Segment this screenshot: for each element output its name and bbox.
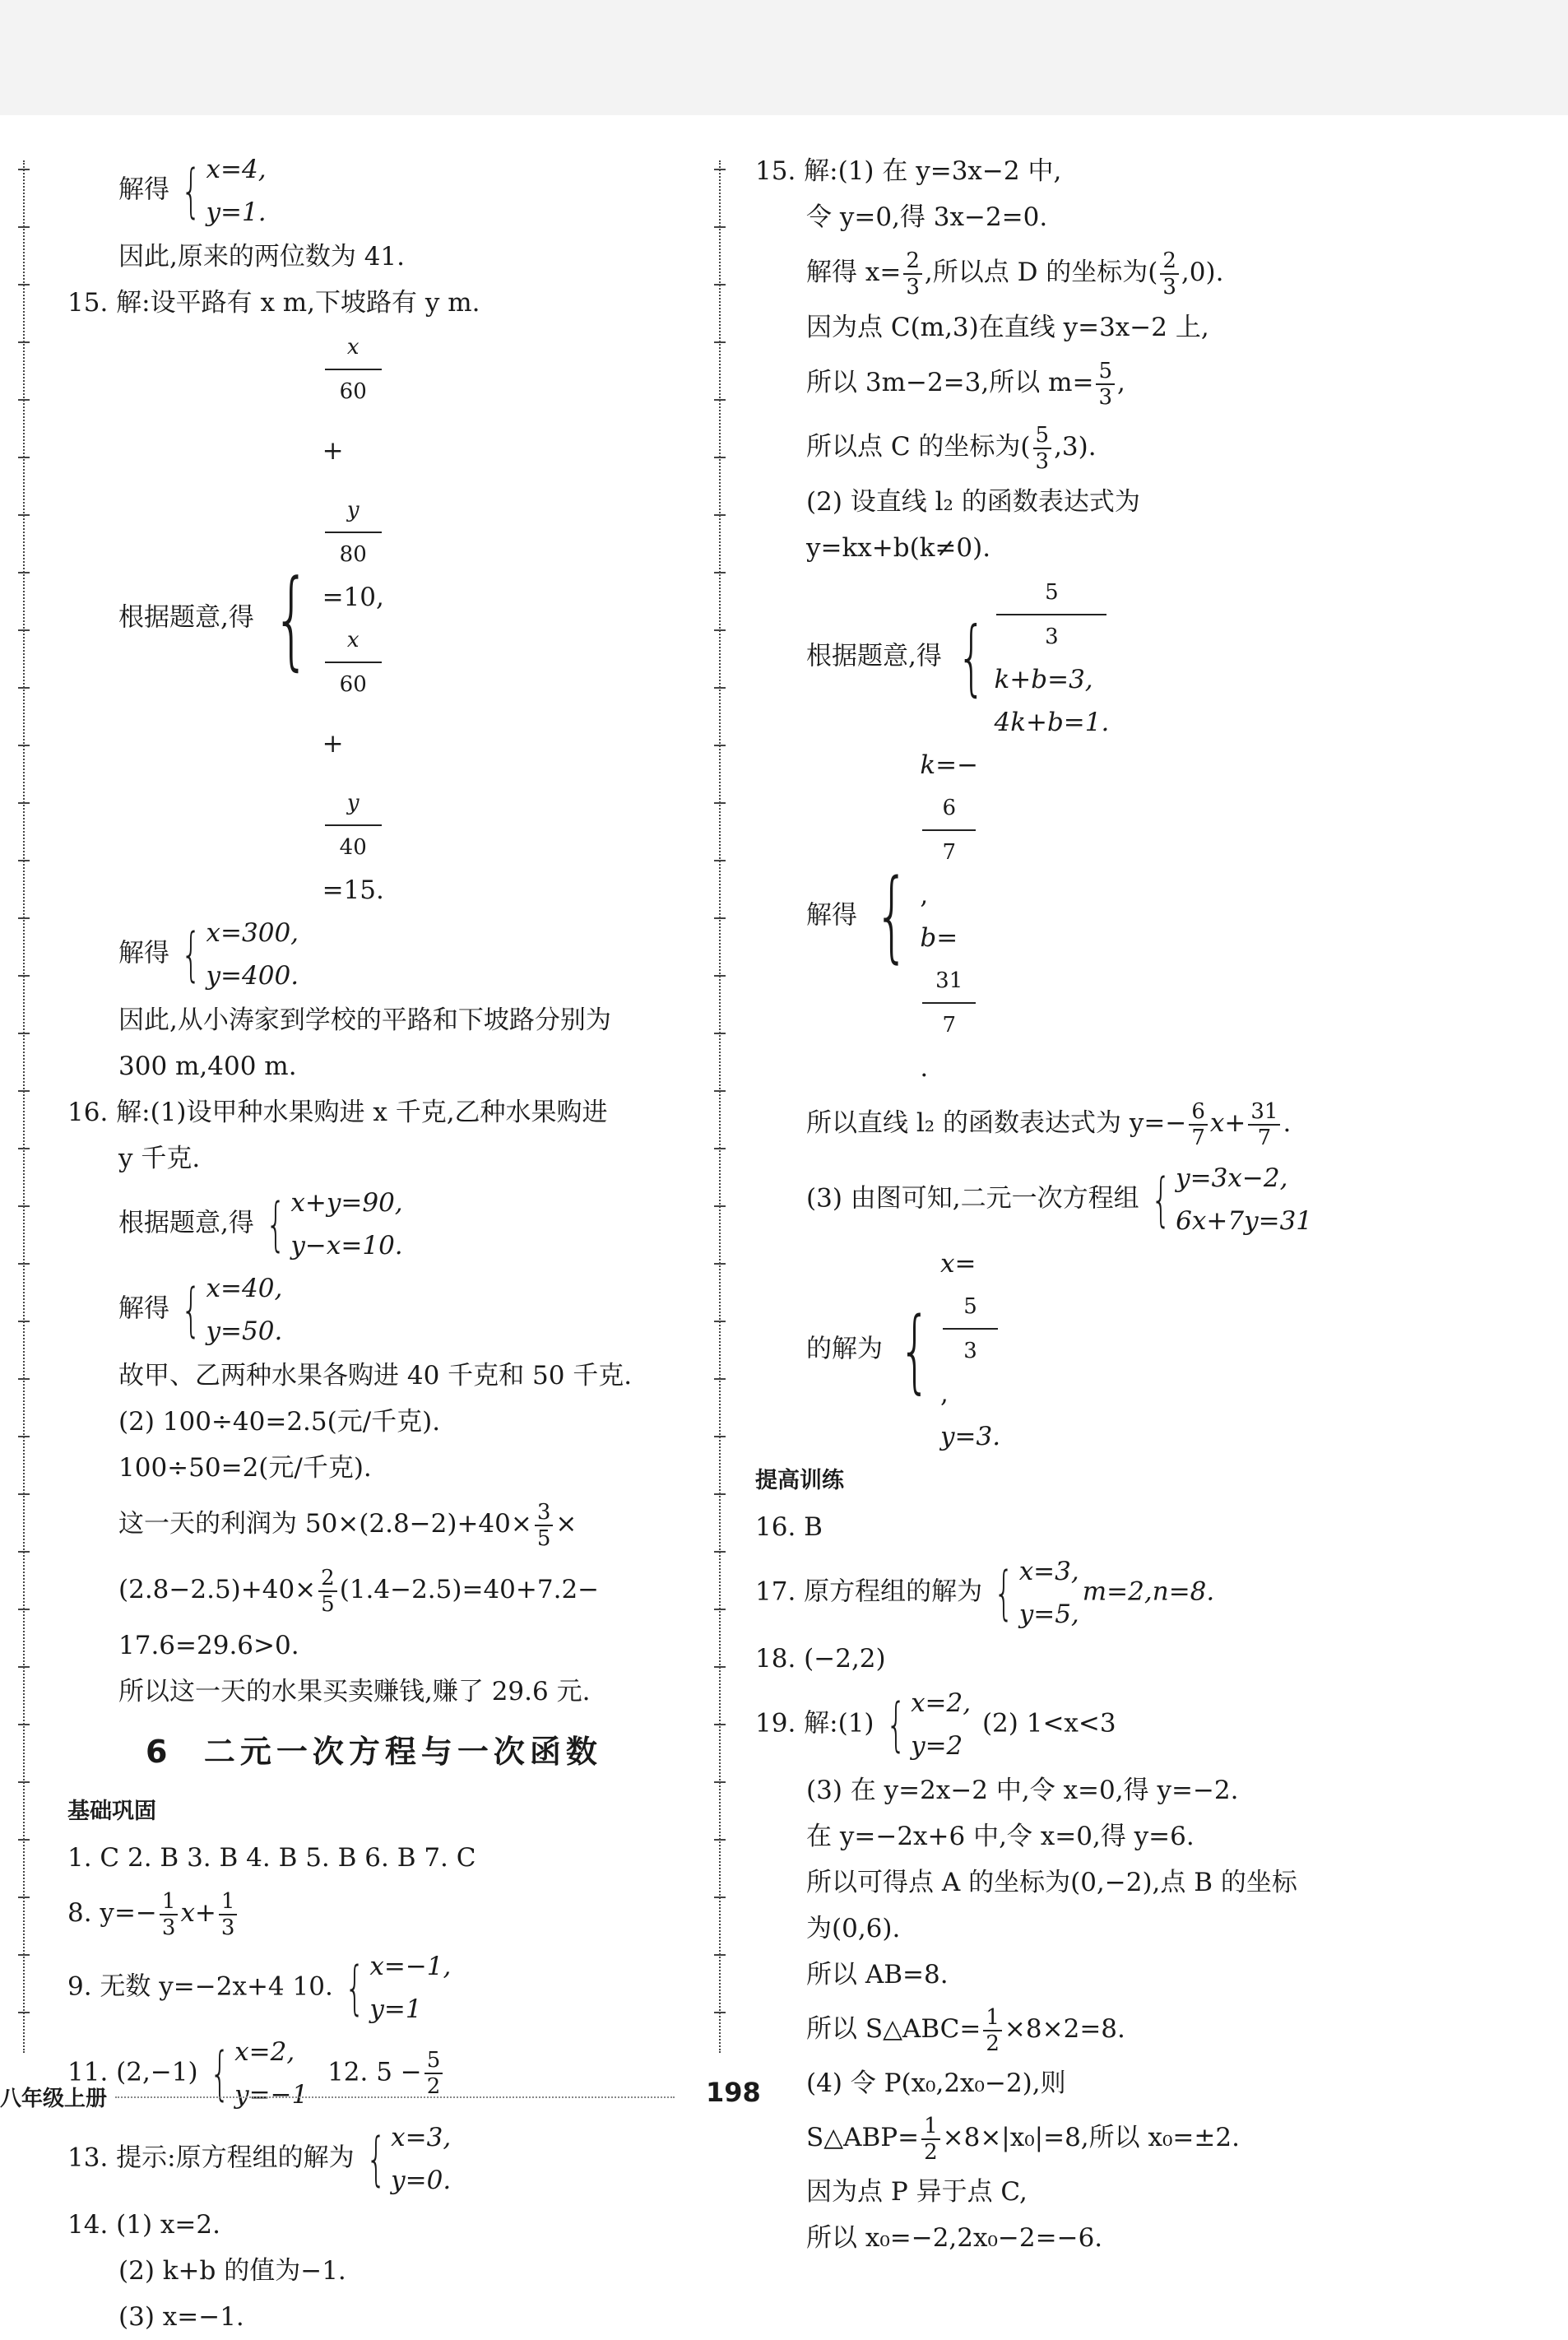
problem-15: 15. 解:设平路有 x m,下坡路有 y m. (67, 288, 480, 318)
solution-line: 的解为 { x= 5 3 , y=3. (806, 1249, 1001, 1451)
calc-line: (3) 在 y=2x−2 中,令 x=0,得 y=−2. (806, 1776, 1239, 1805)
calc-line: 为(0,6). (806, 1914, 901, 1943)
page-number: 198 (706, 2077, 761, 2108)
calc-line: (2.8−2.5)+40× $\frac{2}{5}$ (1.4−2.5)=40+7.2− (118, 1565, 600, 1617)
equation-system-line: 根据题意,得 { x 60 + y 80 =10, x 60 + y 40 =15. (67, 326, 750, 912)
problem-16-cont: y 千克. (118, 1144, 201, 1173)
answer-14-2: (2) k+b 的值为−1. (118, 2256, 346, 2286)
calc-line: 100÷50=2(元/千克). (118, 1453, 372, 1483)
calc-line: 解得 x= $\frac{2}{3}$ ,所以点 D 的坐标为( $\frac{2}{3}$ ,0). (806, 248, 1224, 299)
answer-line: 所以这一天的水果买卖赚钱,赚了 29.6 元. (118, 1677, 591, 1706)
left-binding-rail (18, 160, 30, 2053)
equation-system-line: 根据题意,得 { x+y=90, y−x=10. (118, 1188, 403, 1261)
footer-dotted-rule (115, 2096, 675, 2098)
solution-line: 解得 { x=300, y=400. (118, 918, 299, 991)
calc-line: 令 y=0,得 3x−2=0. (806, 202, 1048, 232)
calc-line: 17.6=29.6>0. (118, 1631, 299, 1660)
subsection-advanced: 提高训练 (755, 1468, 844, 1493)
calc-line: 因为点 C(m,3)在直线 y=3x−2 上, (806, 313, 1209, 342)
answer-14-1: 14. (1) x=2. (67, 2210, 220, 2240)
page-footer (0, 2077, 1568, 2115)
calc-line: 所以 x₀=−2,2x₀−2=−6. (806, 2223, 1103, 2253)
subsection-basic: 基础巩固 (67, 1799, 156, 1824)
right-column (755, 148, 1438, 2261)
top-margin-band (0, 0, 1568, 115)
solution-line: 解得 { x=40, y=50. (118, 1274, 283, 1346)
calc-line: 所以 AB=8. (806, 1960, 949, 1989)
solution-line: 解得 { x=4, y=1. (118, 155, 267, 227)
answer-13: 13. 提示:原方程组的解为 { x=3, y=0. (67, 2123, 452, 2195)
answer-line: 因此,原来的两位数为 41. (118, 242, 406, 272)
equation-system-line: 根据题意,得 { 5 3 k+b=3, 4k+b=1. (755, 571, 1438, 744)
grade-label: 八年级上册 (0, 2087, 108, 2111)
calc-line: 所以直线 l₂ 的函数表达式为 y=− $\frac{6}{7}$ x+ $\frac{31}{7}$ . (806, 1098, 1292, 1150)
calc-line: S△ABP= $\frac{1}{2}$ ×8×|x₀|=8,所以 x₀=±2. (806, 2113, 1240, 2165)
calc-line: 因为点 P 异于点 C, (806, 2177, 1028, 2207)
answer-19: 19. 解:(1) { x=2, y=2 (2) 1<x<3 (755, 1688, 1116, 1761)
calc-line: (4) 令 P(x₀,2x₀−2),则 (806, 2068, 1066, 2098)
solution-line: 解得 { k=− 6 7 , b= 31 7 . (806, 750, 979, 1083)
answer-line: 故甲、乙两种水果各购进 40 千克和 50 千克. (118, 1361, 633, 1391)
calc-line: 这一天的利润为 50×(2.8−2)+40× $\frac{3}{5}$ × (118, 1499, 578, 1551)
answer-9-10: 9. 无数 y=−2x+4 10. { x=−1, y=1 (67, 1952, 452, 2024)
equation-system-line: (3) 由图可知,二元一次方程组 { y=3x−2, 6x+7y=31 (806, 1163, 1313, 1236)
answer-18: 18. (−2,2) (755, 1644, 886, 1674)
answer-8: 8. y=− $\frac{1}{3}$ x+ $\frac{1}{3}$ (67, 1881, 750, 1945)
answer-line: 因此,从小涛家到学校的平路和下坡路分别为 (118, 1005, 611, 1035)
answer-16: 16. B (755, 1512, 823, 1542)
calc-line: 在 y=−2x+6 中,令 x=0,得 y=6. (806, 1822, 1195, 1851)
calc-line: 所以 3m−2=3,所以 m= $\frac{5}{3}$ , (806, 358, 1125, 410)
calc-line: y=kx+b(k≠0). (806, 533, 991, 563)
answer-line: 300 m,400 m. (118, 1052, 297, 1081)
calc-line: (2) 100÷40=2.5(元/千克). (118, 1407, 441, 1437)
problem-16: 16. 解:(1)设甲种水果购进 x 千克,乙种水果购进 (67, 1098, 608, 1127)
problem-15: 15. 解:(1) 在 y=3x−2 中, (755, 156, 1062, 186)
calc-line: 所以 S△ABC= $\frac{1}{2}$ ×8×2=8. (806, 2004, 1125, 2056)
answer-17: 17. 原方程组的解为 { x=3, y=5, m=2,n=8. (755, 1557, 1215, 1629)
calc-line: 所以点 C 的坐标为( $\frac{5}{3}$ ,3). (806, 422, 1097, 474)
answer-11-12: 11. (2,−1) { x=2, y=−1 12. 5 − $\frac{5}{2}$ (67, 2031, 750, 2116)
answer-14-3: (3) x=−1. (118, 2302, 244, 2332)
calc-line: (2) 设直线 l₂ 的函数表达式为 (806, 487, 1140, 517)
section-heading: 6 二元一次方程与一次函数 (146, 1734, 602, 1770)
left-column (67, 148, 750, 2340)
calc-line: 所以可得点 A 的坐标为(0,−2),点 B 的坐标 (806, 1868, 1297, 1897)
answers-1-7: 1. C 2. B 3. B 4. B 5. B 6. B 7. C (67, 1843, 476, 1873)
